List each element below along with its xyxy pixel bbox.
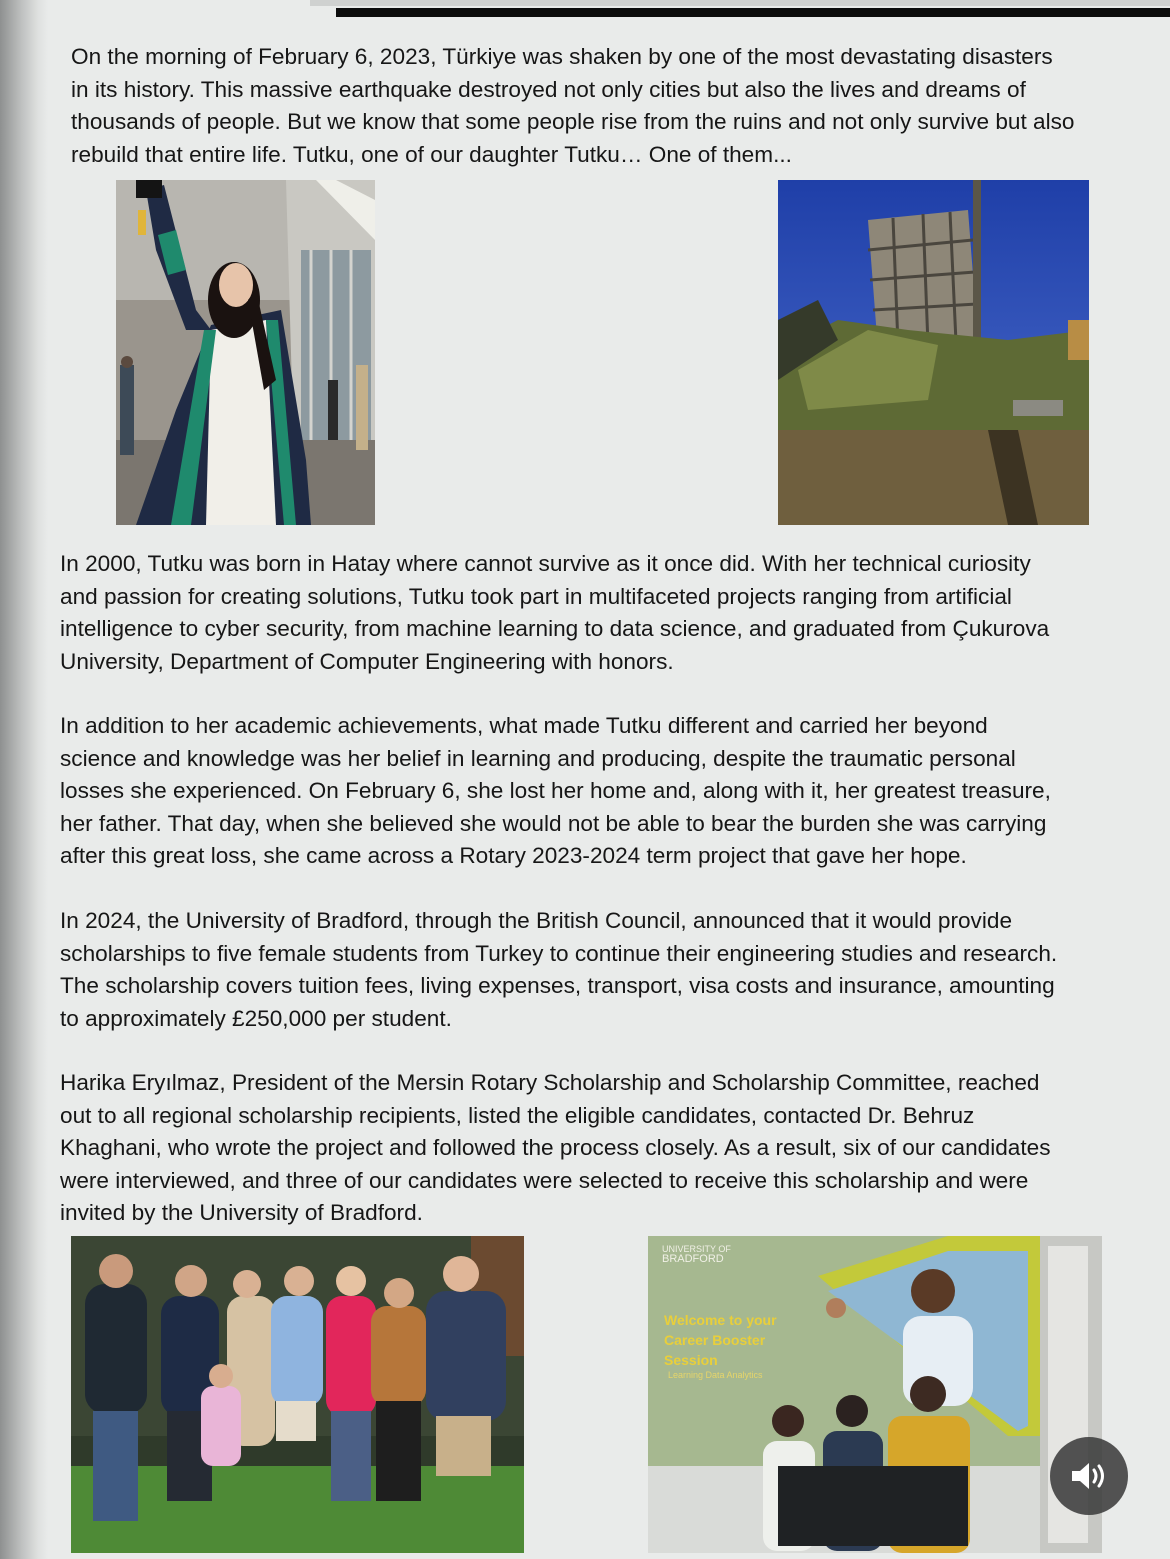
slide-heading-line: Welcome to your bbox=[664, 1312, 777, 1328]
page-edge-shadow bbox=[0, 0, 48, 1559]
paragraph-line: The scholarship covers tuition fees, living expenses, transport, visa costs and insurance, amounting bbox=[60, 973, 1055, 999]
speaker-volume-icon bbox=[1069, 1459, 1109, 1493]
intro-line: On the morning of February 6, 2023, Türkiye was shaken by one of the most devastating disasters bbox=[71, 44, 1053, 69]
university-line: BRADFORD bbox=[662, 1253, 724, 1265]
paragraph-line: were interviewed, and three of our candidates were selected to receive this scholarship and were bbox=[60, 1167, 1029, 1193]
group-photo bbox=[71, 1236, 524, 1553]
slide-heading-line: Session bbox=[664, 1352, 718, 1368]
paragraph-line: University, Department of Computer Engineering with honors. bbox=[60, 648, 674, 674]
scholarship-paragraph bbox=[60, 905, 1057, 1035]
paragraph-line: Khaghani, who wrote the project and followed the process closely. As a result, six of our candidates bbox=[60, 1135, 1051, 1161]
top-strip bbox=[310, 0, 1170, 6]
paragraph-line: In 2000, Tutku was born in Hatay where cannot survive as it once did. With her technical curiosity bbox=[60, 551, 1031, 576]
selection-paragraph bbox=[60, 1067, 1051, 1230]
intro-line: rebuild that entire life. Tutku, one of our daughter Tutku… One of them... bbox=[71, 141, 792, 167]
audio-toggle-button[interactable] bbox=[1050, 1437, 1128, 1515]
slide-heading bbox=[664, 1310, 777, 1370]
top-divider-rule bbox=[336, 8, 1170, 17]
paragraph-line: after this great loss, she came across a Rotary 2023-2024 term project that gave her hope. bbox=[60, 843, 967, 869]
graduation-photo bbox=[116, 180, 375, 525]
university-logo-text bbox=[662, 1244, 731, 1264]
paragraph-line: and passion for creating solutions, Tutku took part in multifaceted projects ranging from artificial bbox=[60, 583, 1012, 609]
paragraph-line: scholarships to five female students from Turkey to continue their engineering studies and research. bbox=[60, 940, 1058, 966]
paragraph-line: out to all regional scholarship recipients, listed the eligible candidates, contacted Dr. Behruz bbox=[60, 1102, 975, 1128]
paragraph-line: science and knowledge was her belief in learning and producing, despite the traumatic personal bbox=[60, 745, 1016, 771]
intro-line: in its history. This massive earthquake destroyed not only cities but also the lives and dreams of bbox=[71, 76, 1026, 102]
intro-paragraph bbox=[71, 41, 1075, 171]
slide-heading-line: Career Booster bbox=[664, 1332, 766, 1348]
paragraph-line: In addition to her academic achievements, what made Tutku different and carried her beyond bbox=[60, 713, 988, 738]
paragraph-line: invited by the University of Bradford. bbox=[60, 1200, 423, 1226]
paragraph-line: Harika Eryılmaz, President of the Mersin Rotary Scholarship and Scholarship Committee, reached bbox=[60, 1070, 1040, 1095]
loss-hope-paragraph bbox=[60, 710, 1051, 873]
university-line: UNIVERSITY OF bbox=[662, 1244, 731, 1254]
earthquake-ruins-photo bbox=[778, 180, 1089, 525]
slide-subtitle: Learning Data Analytics bbox=[668, 1370, 763, 1380]
paragraph-line: In 2024, the University of Bradford, through the British Council, announced that it would provide bbox=[60, 908, 1013, 933]
paragraph-line: losses she experienced. On February 6, she lost her home and, along with it, her greatest treasure, bbox=[60, 778, 1051, 804]
birth-education-paragraph bbox=[60, 548, 1049, 678]
paragraph-line: to approximately £250,000 per student. bbox=[60, 1005, 452, 1031]
paragraph-line: intelligence to cyber security, from machine learning to data science, and graduated from Çukurova bbox=[60, 616, 1050, 642]
paragraph-line: her father. That day, when she believed she would not be able to bear the burden she was carrying bbox=[60, 810, 1047, 836]
career-session-photo bbox=[648, 1236, 1102, 1553]
intro-line: thousands of people. But we know that some people rise from the ruins and not only survive but also bbox=[71, 109, 1075, 135]
